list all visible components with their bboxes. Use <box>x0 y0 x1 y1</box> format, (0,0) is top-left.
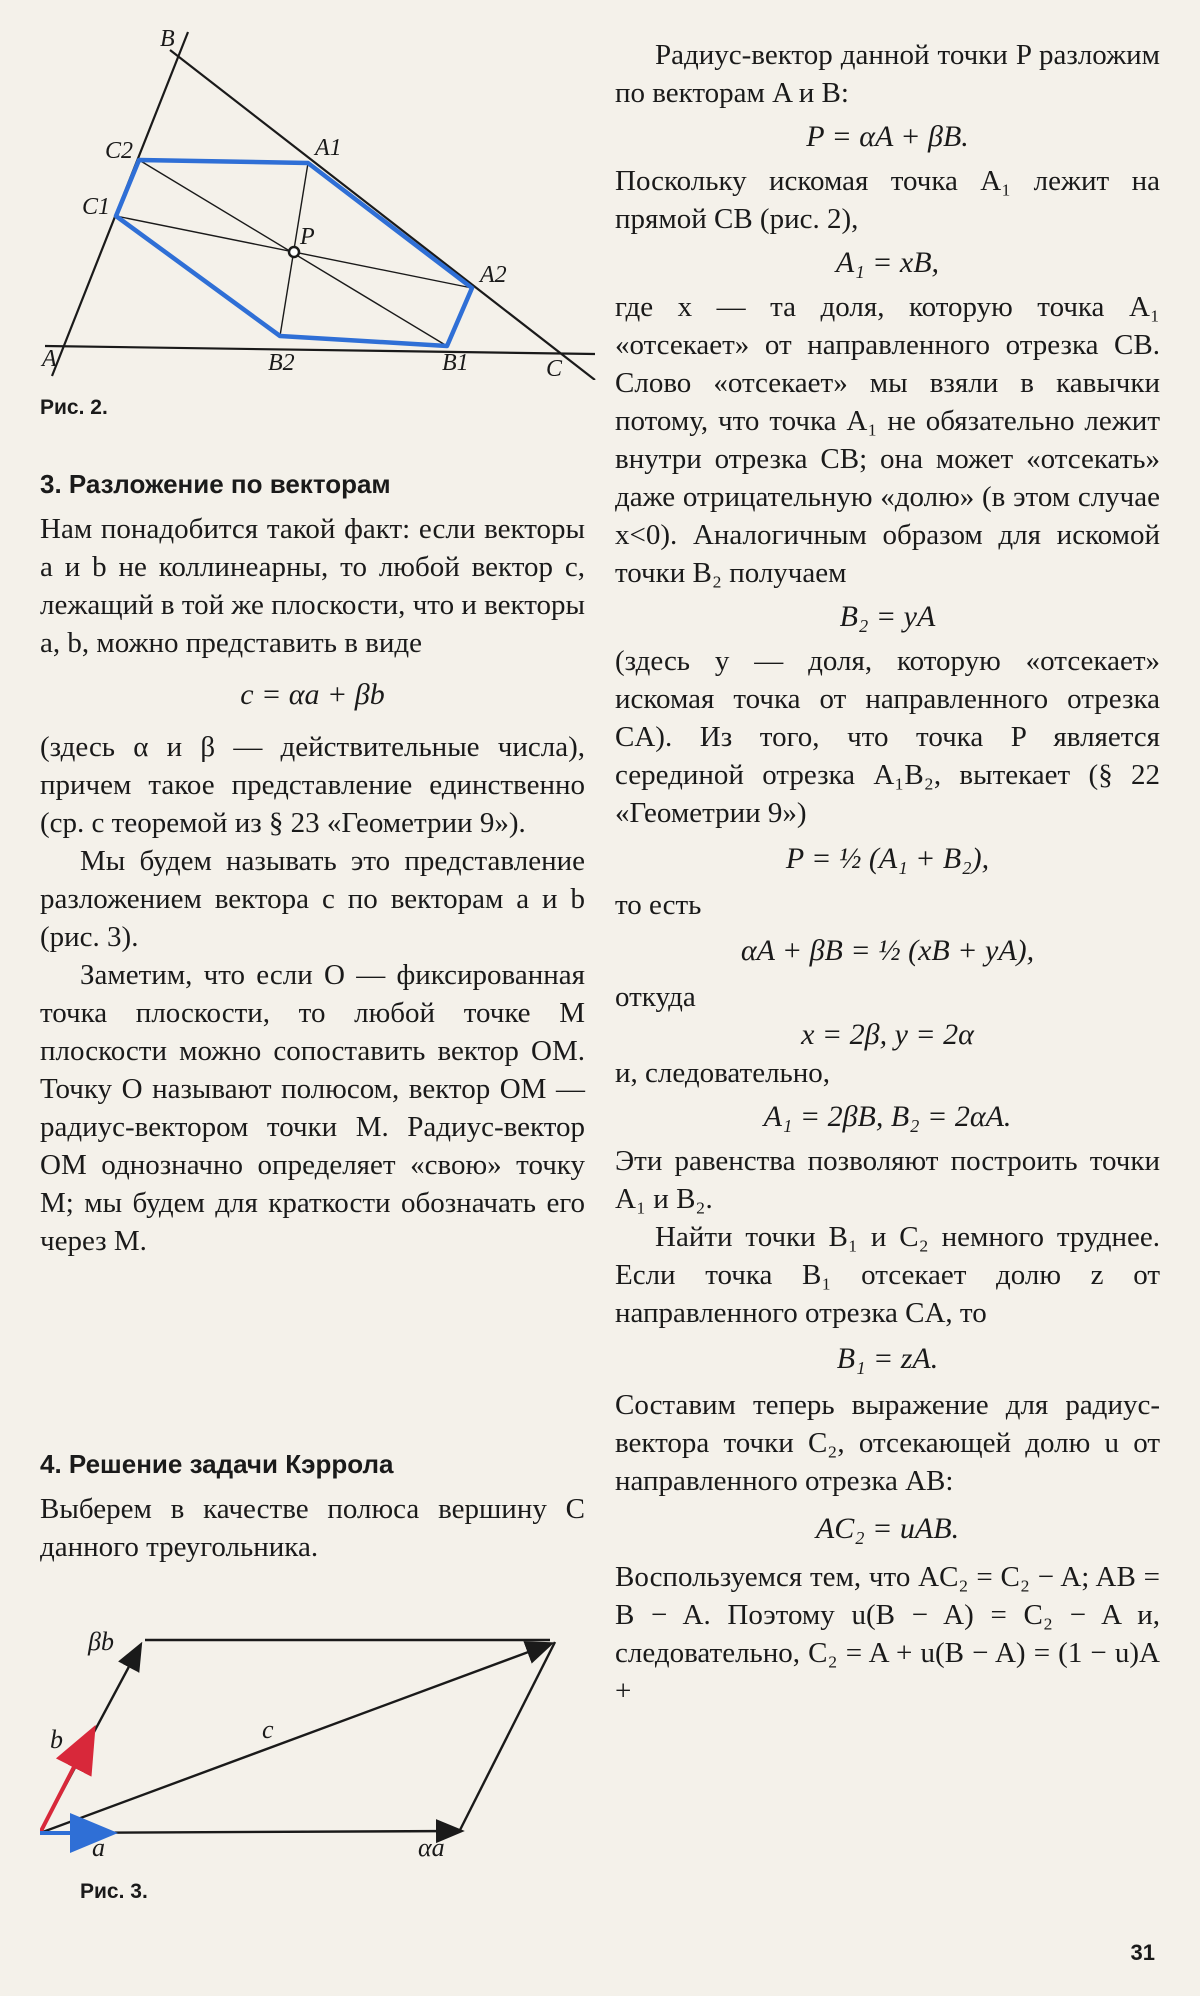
section-3-para-2: (здесь α и β — действительные числа), причем такое представление единственно (ср. с теоремой из § 23 «Геометрии 9»). <box>40 731 585 839</box>
figure-3-caption: Рис. 3. <box>80 1880 148 1903</box>
right-para-8: Эти равенства позволяют построить точки A₁ и B₂. <box>615 1145 1160 1215</box>
formula-1: P = αA + βB. <box>806 120 969 153</box>
section-3-para-4: Заметим, что если O — фиксированная точка плоскости, то любой точке M плоскости можно сопоставить вектор OM. Точку O называют полюсом, вектор OM — радиус-вектором точки M. Радиус-вектор OM однозначно определяет «свою» точку M; мы будем для краткости обозначать его через M. <box>40 959 585 1257</box>
label-a1: A1 <box>315 135 342 161</box>
line-bc <box>170 50 595 380</box>
formula-2: A₁ = xB, <box>835 246 940 279</box>
formula-9: AC₂ = uAB. <box>815 1512 960 1545</box>
label-b2: B2 <box>268 350 295 376</box>
right-para-1: Радиус-вектор данной точки P разложим по векторам A и B: <box>615 39 1160 109</box>
right-para-10: Составим теперь выражение для радиус-вектора точки C₂, отсекающей долю u от направленного отрезка AB: <box>615 1389 1160 1497</box>
label-p: P <box>300 224 315 250</box>
label-a-vec: a <box>92 1833 105 1860</box>
figure-2-caption: Рис. 2. <box>40 396 108 419</box>
label-b-vec: b <box>50 1725 63 1754</box>
label-a: A <box>42 346 57 372</box>
right-para-9: Найти точки B₁ и C₂ немного труднее. Если точка B₁ отсекает долю z от направленного отрезка CA, то <box>615 1221 1160 1329</box>
right-para-4: (здесь y — доля, которую «отсекает» искомая точка от направленного отрезка CA). Из того, что точка P является серединой отрезка A₁B₂, вытекает (§ 22 «Геометрии 9») <box>615 645 1160 829</box>
section-3-title: 3. Разложение по векторам <box>40 469 391 499</box>
formula-3: B₂ = yA <box>839 600 936 633</box>
section-3-para-3: Мы будем называть это представление разложением вектора c по векторам a и b (рис. 3). <box>40 845 585 953</box>
point-p <box>289 247 299 257</box>
section-4-title: 4. Решение задачи Кэррола <box>40 1449 394 1479</box>
section-3-para-1: Нам понадобится такой факт: если векторы a и b не коллинеарны, то любой вектор c, лежащий в той же плоскости, что и векторы a, b, можно представить в виде <box>40 513 585 659</box>
line-ac <box>45 346 595 354</box>
formula-7: A₁ = 2βB, B₂ = 2αA. <box>763 1100 1012 1133</box>
label-b1: B1 <box>442 350 469 376</box>
formula-5: αA + βB = ½ (xB + yA), <box>740 934 1035 967</box>
formula-4: P = ½ (A₁ + B₂), <box>785 842 990 875</box>
label-c: C <box>546 356 563 380</box>
section-4-para-1: Выберем в качестве полюса вершину C данного треугольника. <box>40 1493 585 1563</box>
right-para-6: откуда <box>615 981 696 1013</box>
right-para-5: то есть <box>615 889 702 921</box>
label-c2: C2 <box>105 138 134 164</box>
label-a2: A2 <box>480 262 507 288</box>
page-number: 31 <box>1130 1940 1155 1965</box>
right-para-3: где x — та доля, которую точка A₁ «отсекает» от направленного отрезка CB. Слово «отсекает» мы взяли в кавычки потому, что точка A₁ не обязательно лежит внутри отрезка CB; она может «отсекать» даже отрицательную «долю» (в этом случае x<0). Аналогичным образом для искомой точки B₂ получаем <box>615 291 1160 589</box>
figure-3-diagram <box>40 1620 585 1860</box>
section-3-formula: c = αa + βb <box>240 678 385 711</box>
formula-8: B₁ = zA. <box>836 1342 939 1375</box>
label-c1: C1 <box>82 194 111 220</box>
right-para-7: и, следовательно, <box>615 1057 831 1089</box>
label-beta-b: βb <box>88 1627 114 1656</box>
right-para-2: Поскольку искомая точка A₁ лежит на прямой CB (рис. 2), <box>615 165 1160 235</box>
label-c-vec: c <box>262 1715 274 1744</box>
figure-2-diagram <box>40 20 600 380</box>
right-para-11: Воспользуемся тем, что AC₂ = C₂ − A; AB = B − A. Поэтому u(B − A) = C₂ − A и, следовательно, C₂ = A + u(B − A) = (1 − u)A + <box>615 1561 1160 1707</box>
formula-6: x = 2β, y = 2α <box>801 1018 974 1051</box>
label-alpha-a: αa <box>418 1833 445 1860</box>
segment-right <box>460 1642 555 1830</box>
label-b: B <box>160 26 175 52</box>
right-column <box>615 36 1160 1710</box>
